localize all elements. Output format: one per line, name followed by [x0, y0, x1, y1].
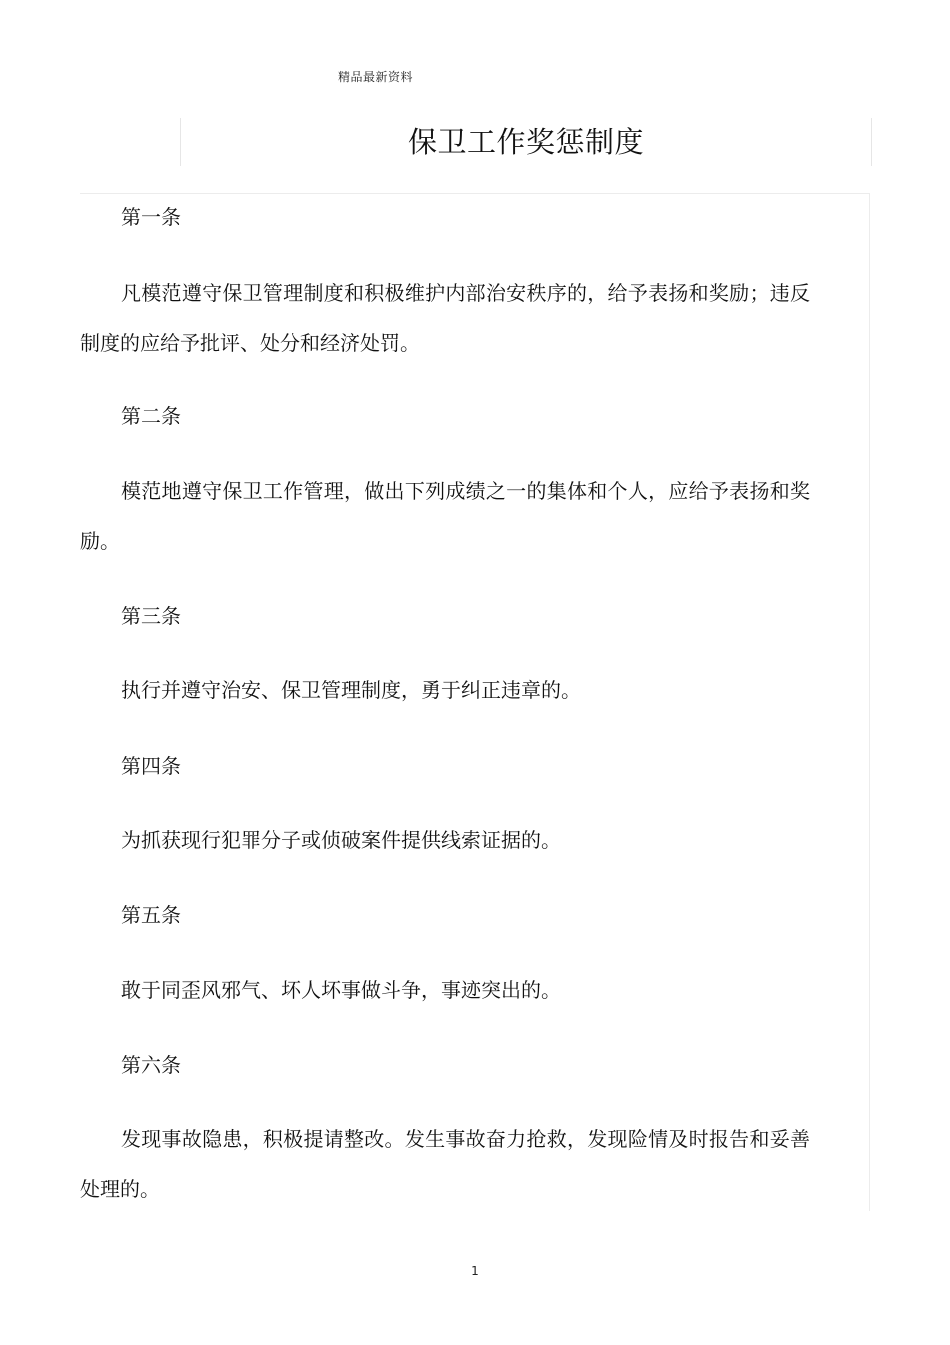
article-6-text: 发现事故隐患，积极提请整改。发生事故奋力抢救，发现险情及时报告和妥善处理的。: [80, 1127, 810, 1201]
article-3-text: 执行并遵守治安、保卫管理制度，勇于纠正违章的。: [121, 678, 581, 702]
page-number: 1: [471, 1264, 479, 1278]
article-1-heading: 第一条: [121, 205, 181, 229]
page-header-note: 精品最新资料: [338, 70, 414, 84]
title-box: [180, 118, 872, 166]
article-5-text: 敢于同歪风邪气、坏人坏事做斗争，事迹突出的。: [121, 978, 561, 1002]
article-3-heading: 第三条: [121, 604, 181, 628]
document-title: 保卫工作奖惩制度: [407, 125, 644, 159]
article-5-heading: 第五条: [121, 903, 181, 927]
article-4-heading: 第四条: [121, 754, 181, 778]
article-6-heading: 第六条: [121, 1053, 181, 1077]
article-1-text: 凡模范遵守保卫管理制度和积极维护内部治安秩序的，给予表扬和奖励；违反制度的应给予批评、处分和经济处罚。: [80, 281, 810, 355]
article-2-text: 模范地遵守保卫工作管理，做出下列成绩之一的集体和个人，应给予表扬和奖励。: [80, 479, 810, 553]
article-2-heading: 第二条: [121, 404, 181, 428]
article-4-text: 为抓获现行犯罪分子或侦破案件提供线索证据的。: [121, 828, 561, 852]
content-right-divider: [869, 193, 870, 1211]
